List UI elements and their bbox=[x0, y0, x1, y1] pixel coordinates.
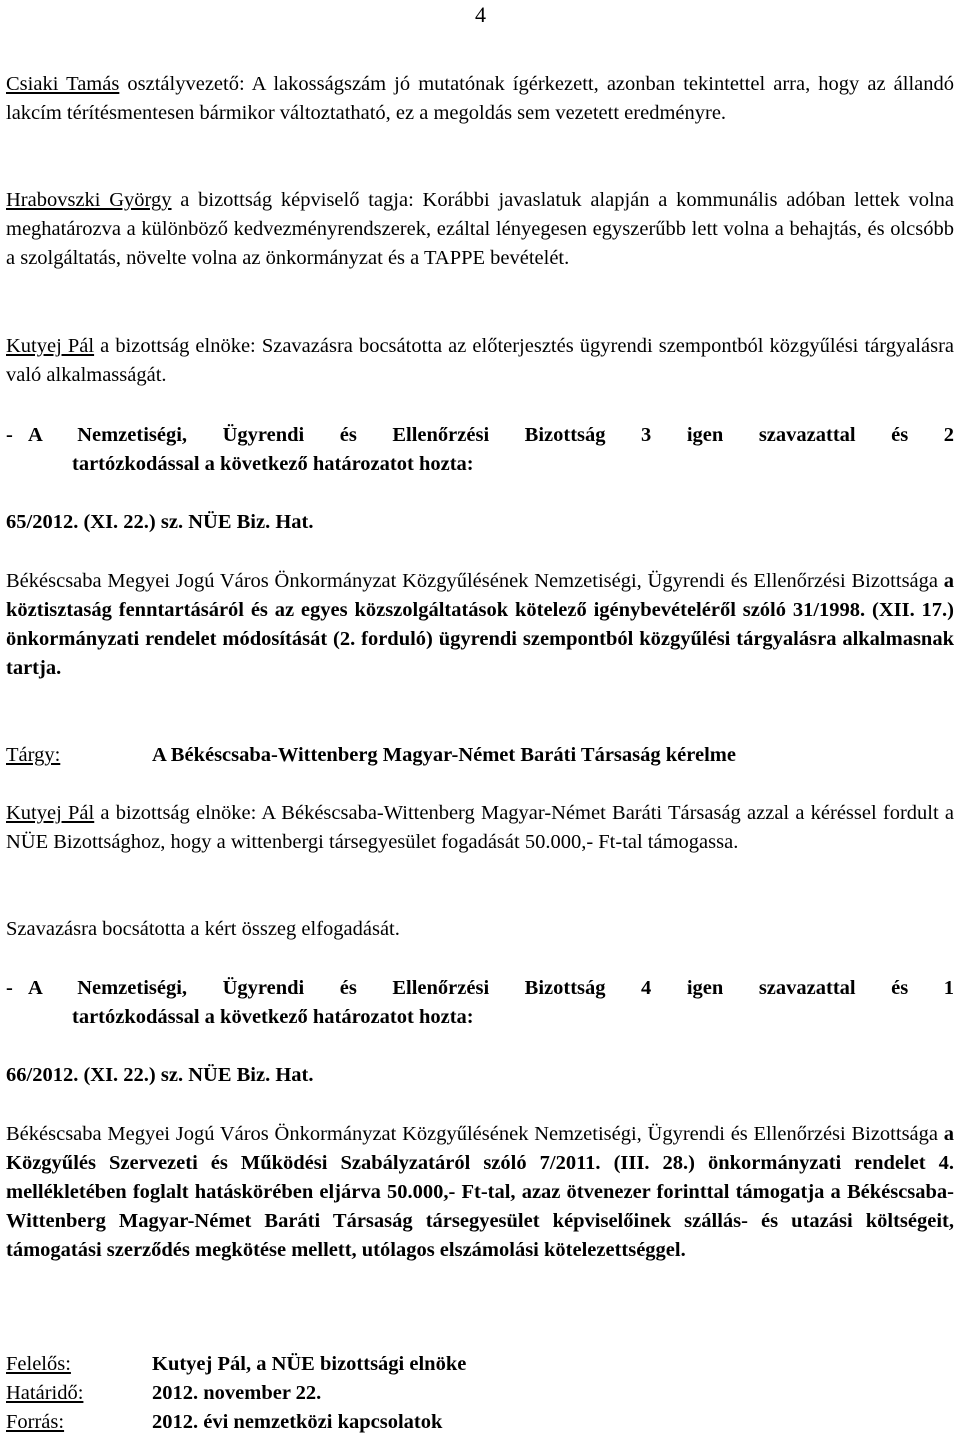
footer-table bbox=[6, 1350, 954, 1437]
resolution-prefix: Békéscsaba Megyei Jogú Város Önkormányzat Közgyűlésének Nemzetiségi, Ügyrendi és Ellenőrzési Bizottsága bbox=[6, 570, 938, 592]
dash-marker: - bbox=[6, 977, 13, 999]
resolution-text-2 bbox=[6, 1120, 954, 1265]
paragraph-text: osztályvezető: A lakosságszám jó mutatónak ígérkezett, azonban tekintettel arra, hogy az állandó lakcím térítésmentesen bármikor változtatható, ez a megoldás sem vezetett eredményre. bbox=[6, 73, 955, 124]
vote-line-2: tartózkodással a következő határozatot hozta: bbox=[72, 453, 474, 475]
footer-row-deadline bbox=[6, 1379, 954, 1408]
subject-label: Tárgy: bbox=[6, 744, 61, 766]
paragraph-csiaki bbox=[6, 70, 954, 128]
deadline-value: 2012. november 22. bbox=[152, 1382, 322, 1404]
source-value: 2012. évi nemzetközi kapcsolatok bbox=[152, 1411, 443, 1433]
resolution-text-1 bbox=[6, 567, 954, 683]
page-number: 4 bbox=[475, 2, 486, 27]
dash-marker: - bbox=[6, 424, 13, 446]
footer-row-source bbox=[6, 1408, 954, 1437]
speaker-name: Kutyej Pál bbox=[6, 802, 95, 824]
vote-statement-1 bbox=[6, 421, 954, 479]
paragraph-hrabovszki bbox=[6, 186, 954, 273]
paragraph-kutyej-1 bbox=[6, 332, 954, 390]
subject-title: A Békéscsaba-Wittenberg Magyar-Német Baráti Társaság kérelme bbox=[152, 744, 736, 766]
vote-line-2: tartózkodással a következő határozatot hozta: bbox=[72, 1006, 474, 1028]
vote-statement-2 bbox=[6, 974, 954, 1032]
resolution-body: a Közgyűlés Szervezeti és Működési Szabályzatáról szóló 7/2011. (III. 28.) önkormányzati rendelet 4. mellékletében foglalt hatáskörében eljárva 50.000,- Ft-tal, azaz ötvenezer forinttal támogatja a Békéscsaba-Wittenberg Magyar-Német Baráti Társaság társegyesület képviselőinek szállás- és utazási költségeit, támogatási szerződés megkötése mellett, utólagos elszámolási kötelezettséggel. bbox=[6, 1123, 954, 1261]
vote-line-1: A Nemzetiségi, Ügyrendi és Ellenőrzési Bizottság 3 igen szavazattal és 2 bbox=[28, 424, 954, 446]
speaker-name: Csiaki Tamás bbox=[6, 73, 120, 95]
resolution-number-2: 66/2012. (XI. 22.) sz. NÜE Biz. Hat. bbox=[6, 1064, 314, 1086]
responsible-value: Kutyej Pál, a NÜE bizottsági elnöke bbox=[152, 1353, 467, 1375]
source-label: Forrás: bbox=[6, 1411, 65, 1433]
speaker-name: Hrabovszki György bbox=[6, 189, 172, 211]
paragraph-text: a bizottság képviselő tagja: Korábbi javaslatuk alapján a kommunális adóban lettek volna meghatározva a különböző kedvezményrendszerek, ezáltal lényegesen egyszerűbb lett volna a behajtás, és olcsóbb a szolgáltatás, növelte volna az önkormányzat és a TAPPE bevételét. bbox=[6, 189, 955, 269]
paragraph-text: a bizottság elnöke: Szavazásra bocsátotta az előterjesztés ügyrendi szempontból közgyűlési tárgyalásra való alkalmasságát. bbox=[6, 335, 954, 386]
paragraph-kutyej-2 bbox=[6, 799, 954, 857]
footer-row-responsible bbox=[6, 1350, 954, 1379]
paragraph-vote-call: Szavazásra bocsátotta a kért összeg elfogadását. bbox=[6, 918, 400, 940]
subject-line bbox=[6, 741, 954, 770]
deadline-label: Határidő: bbox=[6, 1382, 84, 1404]
paragraph-text: a bizottság elnöke: A Békéscsaba-Wittenberg Magyar-Német Baráti Társaság azzal a kéréssel fordult a NÜE Bizottsághoz, hogy a wittenbergi társegyesület fogadását 50.000,- Ft-tal támogassa. bbox=[6, 802, 954, 853]
speaker-name: Kutyej Pál bbox=[6, 335, 95, 357]
responsible-label: Felelős: bbox=[6, 1353, 71, 1375]
resolution-body: a köztisztaság fenntartásáról és az egyes közszolgáltatások kötelező igénybevételéről szóló 31/1998. (XII. 17.) önkormányzati rendelet módosítását (2. forduló) ügyrendi szempontból közgyűlési tárgyalásra alkalmasnak tartja. bbox=[6, 570, 954, 679]
vote-line-1: A Nemzetiségi, Ügyrendi és Ellenőrzési Bizottság 4 igen szavazattal és 1 bbox=[28, 977, 954, 999]
resolution-prefix: Békéscsaba Megyei Jogú Város Önkormányzat Közgyűlésének Nemzetiségi, Ügyrendi és Ellenőrzési Bizottsága bbox=[6, 1123, 938, 1145]
resolution-number-1: 65/2012. (XI. 22.) sz. NÜE Biz. Hat. bbox=[6, 511, 314, 533]
